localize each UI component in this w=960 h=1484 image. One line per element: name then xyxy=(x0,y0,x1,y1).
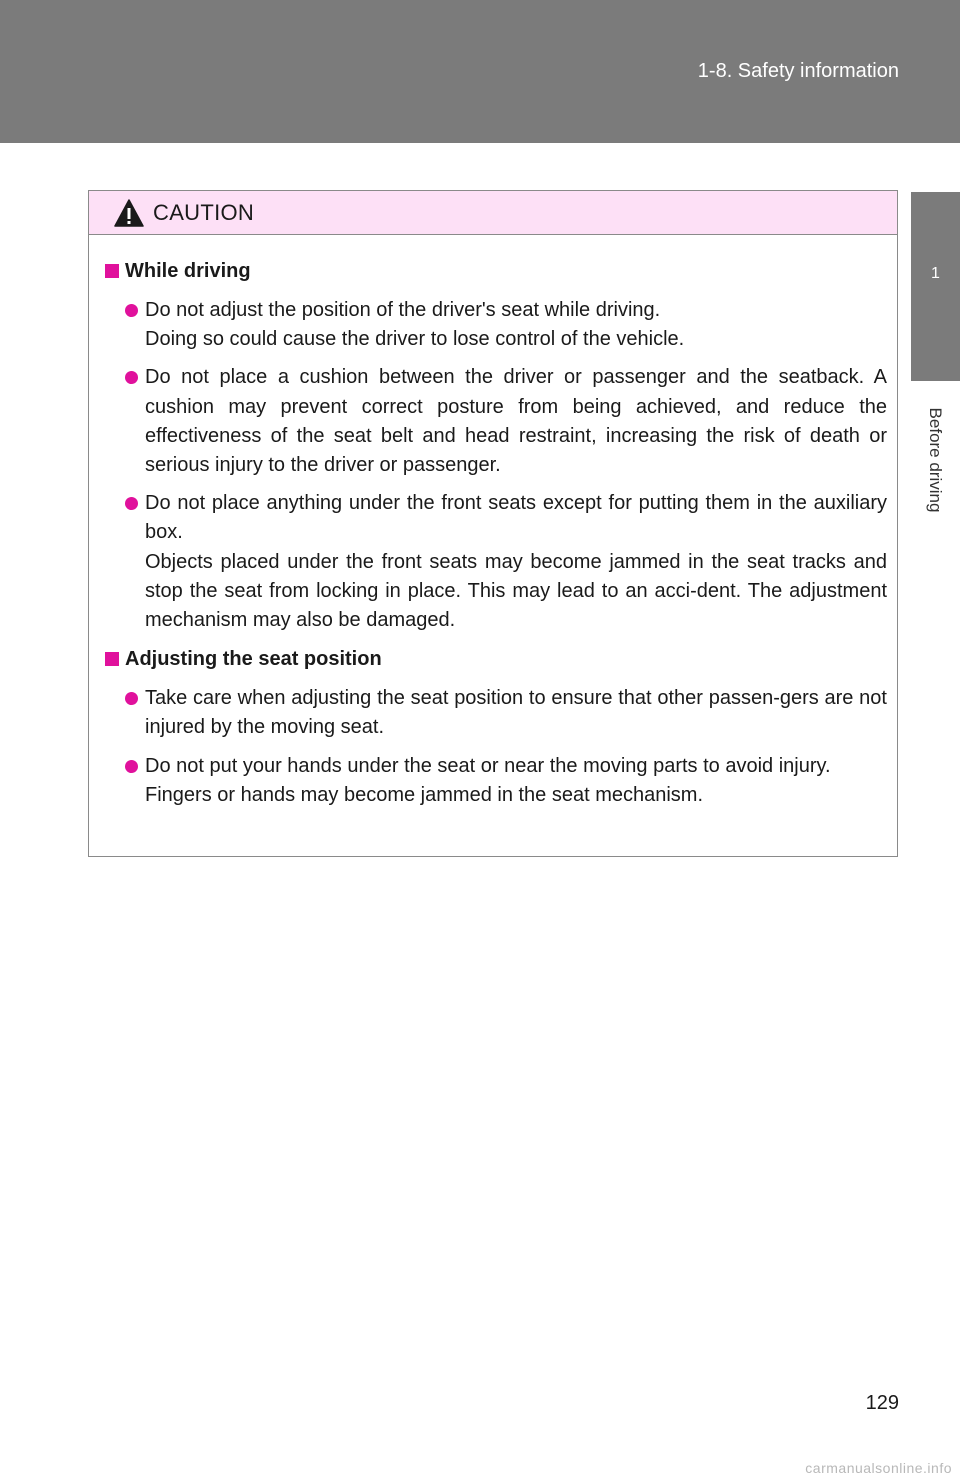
side-tab-label: Before driving xyxy=(926,407,945,513)
list-item-text: Take care when adjusting the seat position to ensure that other passen-gers are not injured by the moving seat. xyxy=(145,687,887,739)
list-item-text: Do not adjust the position of the driver's seat while driving. xyxy=(145,299,661,321)
section-heading-text: Adjusting the seat position xyxy=(125,648,382,671)
list-item-text: Objects placed under the front seats may become jammed in the seat tracks and stop the seat from locking in place. This may lead to an acci-dent. The adjustment mechanism may also be damaged. xyxy=(145,550,887,632)
caution-body xyxy=(89,235,897,810)
page-number: 129 xyxy=(865,1392,899,1414)
warning-triangle-icon xyxy=(114,199,144,227)
round-bullet-icon xyxy=(125,760,138,773)
list-item xyxy=(125,752,887,810)
caution-box xyxy=(88,190,898,857)
list-item-text: Fingers or hands may become jammed in the seat mechanism. xyxy=(145,783,704,806)
caution-title: CAUTION xyxy=(153,199,255,225)
round-bullet-icon xyxy=(125,692,138,705)
caution-header xyxy=(89,191,897,235)
section-heading xyxy=(105,257,887,286)
section-heading-text: While driving xyxy=(125,260,251,282)
round-bullet-icon xyxy=(125,497,138,510)
list-item xyxy=(125,363,887,480)
list-item-text: Do not place anything under the front seats except for putting them in the auxiliary box. xyxy=(145,492,887,544)
watermark: carmanualsonline.info xyxy=(805,1460,952,1476)
list-item xyxy=(125,296,887,354)
section-title: 1-8. Safety information xyxy=(697,60,899,82)
list-item xyxy=(125,684,887,742)
square-bullet-icon xyxy=(105,652,119,666)
round-bullet-icon xyxy=(125,371,138,384)
square-bullet-icon xyxy=(105,264,119,278)
section-heading xyxy=(105,645,887,674)
side-tab xyxy=(911,192,960,381)
list-item-text: Doing so could cause the driver to lose control of the vehicle. xyxy=(145,328,685,351)
list-item-text: Do not place a cushion between the driver or passenger and the seatback. A cushion may prevent correct posture from being achieved, and reduce the effectiveness of the seat belt and head restraint, increasing the risk of death or serious injury to the driver or passenger. xyxy=(145,366,887,477)
round-bullet-icon xyxy=(125,304,138,317)
side-tab-number: 1 xyxy=(931,265,940,282)
list-item-text: Do not put your hands under the seat or near the moving parts to avoid injury. xyxy=(145,754,831,777)
list-item xyxy=(125,489,887,635)
